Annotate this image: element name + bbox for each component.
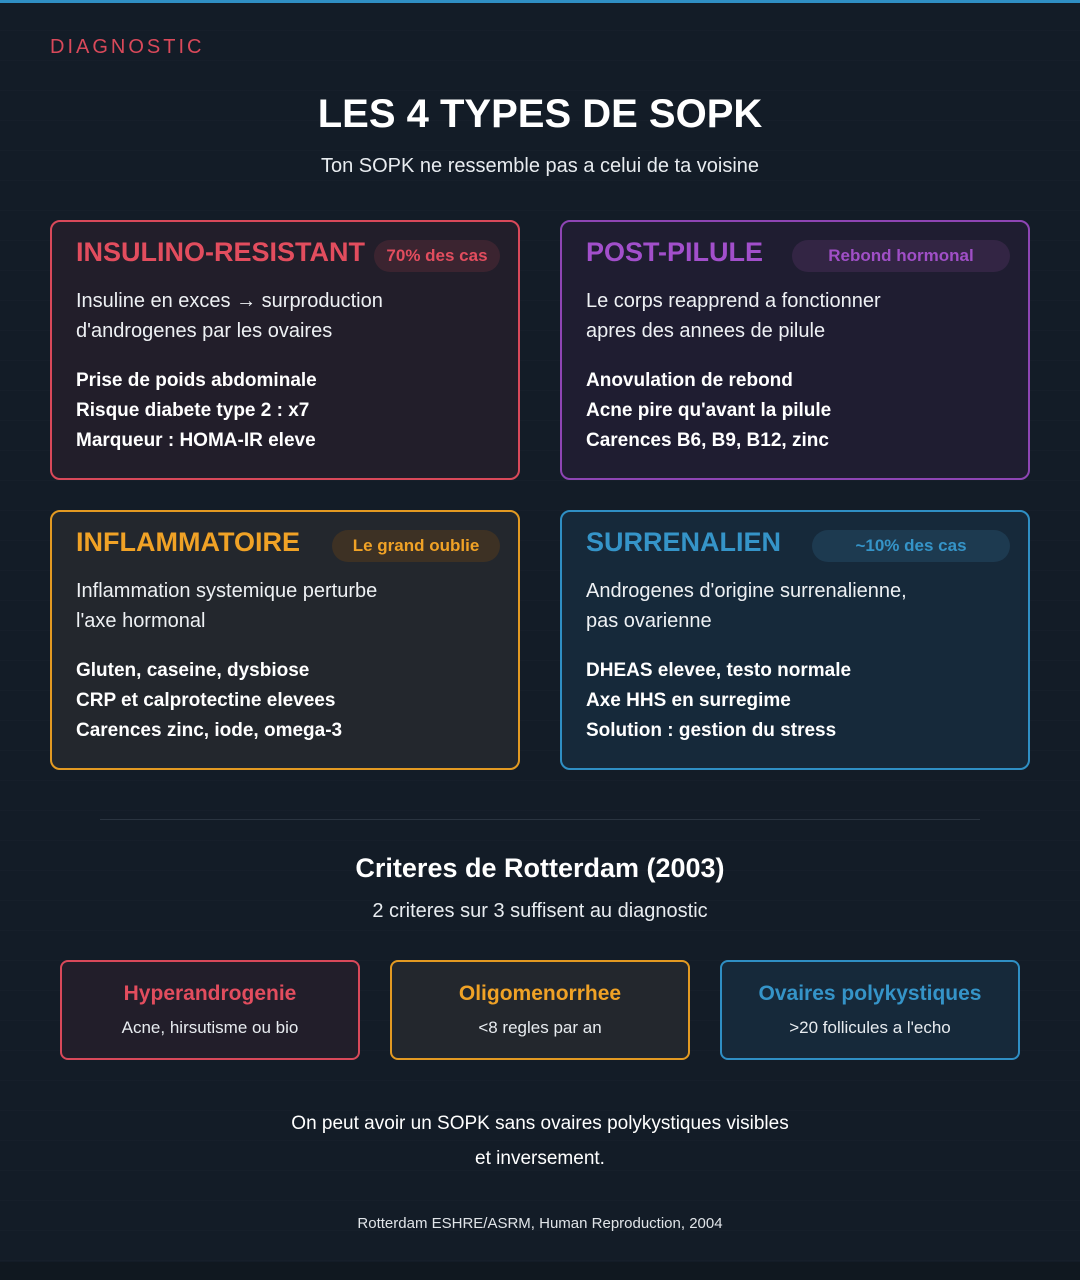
card-badge: Le grand oublie <box>332 530 500 562</box>
card-point: DHEAS elevee, testo normale <box>586 660 852 681</box>
card-description <box>586 286 1004 346</box>
card-description-line: Androgenes d'origine surrenalienne, <box>586 580 907 602</box>
criterion-description: <8 regles par an <box>478 1018 602 1037</box>
page-title: LES 4 TYPES DE SOPK <box>317 92 763 136</box>
card-points <box>586 656 1004 746</box>
card-point: Axe HHS en surregime <box>586 690 791 711</box>
card-point: Solution : gestion du stress <box>586 720 837 741</box>
card-description <box>76 576 494 636</box>
type-card-surrenalien <box>560 510 1030 770</box>
card-title: INSULINO-RESISTANT <box>76 237 365 267</box>
card-description-line: Insuline en exces → surproduction <box>76 290 383 312</box>
bottom-strip <box>0 1262 1080 1280</box>
card-title: POST-PILULE <box>586 237 764 267</box>
card-description <box>76 286 494 346</box>
footnote-line: On peut avoir un SOPK sans ovaires polykystiques visibles <box>291 1113 789 1134</box>
card-description-line: Le corps reapprend a fonctionner <box>586 290 881 312</box>
card-point: Acne pire qu'avant la pilule <box>586 400 832 421</box>
criterion-name: Ovaires polykystiques <box>758 982 982 1005</box>
source-citation: Rotterdam ESHRE/ASRM, Human Reproduction, 2004 <box>357 1215 723 1232</box>
card-point: Carences zinc, iode, omega-3 <box>76 720 343 741</box>
card-point: Carences B6, B9, B12, zinc <box>586 430 829 451</box>
card-points <box>586 366 1004 456</box>
card-points <box>76 366 494 456</box>
footnote <box>0 1106 1080 1176</box>
type-card-inflammatoire <box>50 510 520 770</box>
card-title: SURRENALIEN <box>586 527 782 557</box>
card-title: INFLAMMATOIRE <box>76 527 300 557</box>
card-description-line: Inflammation systemique perturbe <box>76 580 378 602</box>
card-point: Marqueur : HOMA-IR eleve <box>76 430 316 451</box>
footnote-line: et inversement. <box>475 1148 605 1169</box>
card-point: CRP et calprotectine elevees <box>76 690 336 711</box>
card-description <box>586 576 1004 636</box>
card-point: Gluten, caseine, dysbiose <box>76 660 310 681</box>
section-kicker: DIAGNOSTIC <box>50 36 205 58</box>
card-badge: Rebond hormonal <box>792 240 1010 272</box>
criterion-hyperandrogenie <box>60 960 360 1060</box>
criteria-title: Criteres de Rotterdam (2003) <box>355 853 725 883</box>
card-badge: 70% des cas <box>374 240 500 272</box>
card-point: Risque diabete type 2 : x7 <box>76 400 310 421</box>
card-description-line: l'axe hormonal <box>76 610 206 632</box>
card-description-line: pas ovarienne <box>586 610 712 632</box>
top-accent-bar <box>0 0 1080 3</box>
criterion-description: >20 follicules a l'echo <box>789 1018 951 1037</box>
section-divider <box>100 819 980 820</box>
card-point: Anovulation de rebond <box>586 370 793 391</box>
criterion-ovaires-polykystiques <box>720 960 1020 1060</box>
card-points <box>76 656 494 746</box>
card-header <box>76 526 494 568</box>
card-header <box>76 236 494 278</box>
card-header <box>586 526 1004 568</box>
criterion-name: Hyperandrogenie <box>123 982 297 1005</box>
type-card-post-pilule <box>560 220 1030 480</box>
card-description-line: d'androgenes par les ovaires <box>76 320 333 342</box>
card-point: Prise de poids abdominale <box>76 370 317 391</box>
criteria-subtitle: 2 criteres sur 3 suffisent au diagnostic <box>372 900 708 922</box>
criterion-description: Acne, hirsutisme ou bio <box>121 1018 299 1037</box>
criterion-name: Oligomenorrhee <box>458 982 622 1005</box>
card-badge: ~10% des cas <box>812 530 1010 562</box>
type-card-insulino-resistant <box>50 220 520 480</box>
page-subtitle: Ton SOPK ne ressemble pas a celui de ta voisine <box>320 155 760 177</box>
card-description-line: apres des annees de pilule <box>586 320 826 342</box>
card-header <box>586 236 1004 278</box>
criterion-oligomenorrhee <box>390 960 690 1060</box>
